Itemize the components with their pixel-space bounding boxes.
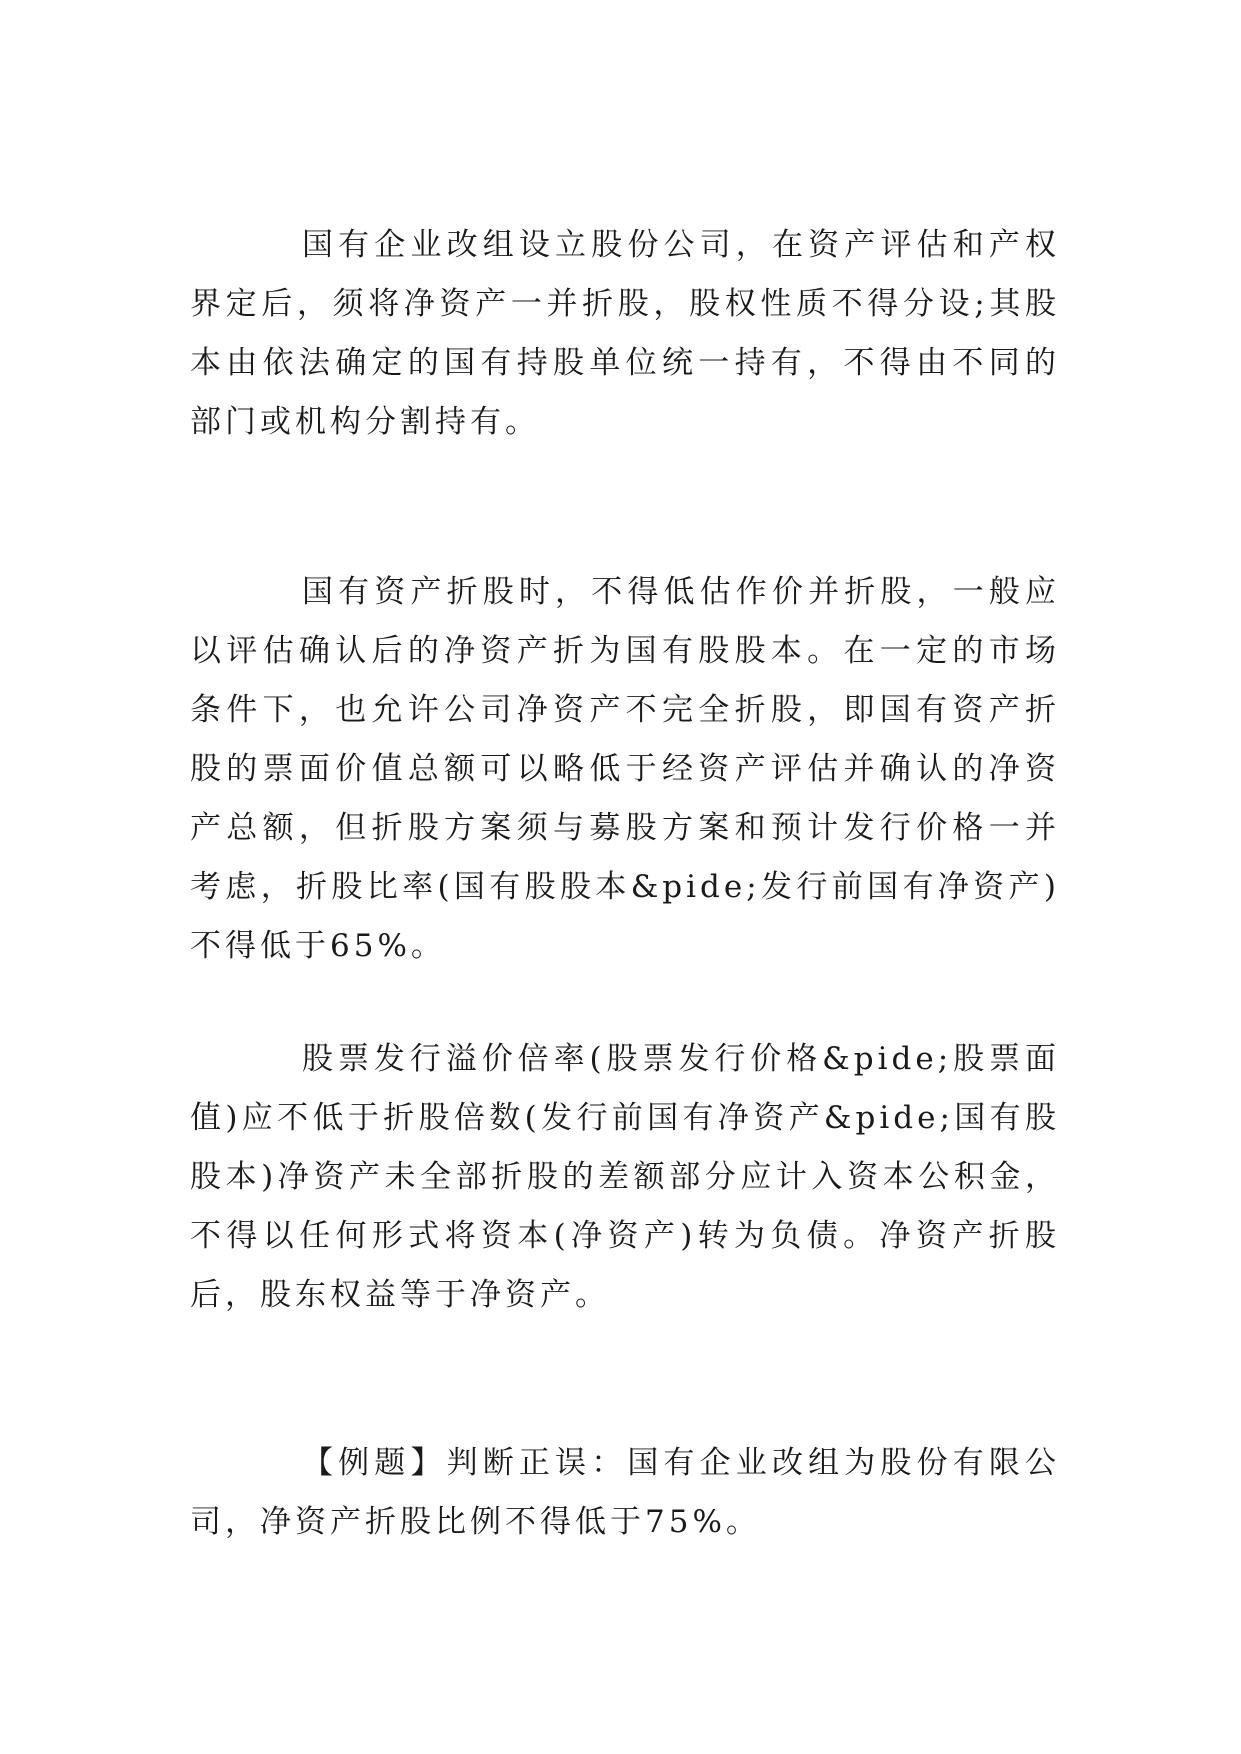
paragraph-state-asset-conversion: 国有资产折股时，不得低估作价并折股，一般应以评估确认后的净资产折为国有股股本。在一定的市场条件下，也允许公司净资产不完全折股，即国有资产折股的票面价值总额可以略低于经资产评估并确认的净资产总额，但折股方案须与募股方案和预计发行价格一并考虑，折股比率(国有股股本&pide;发行前国有净资产)不得低于65%。: [190, 574, 1060, 964]
paragraph-example-question: 【例题】判断正误：国有企业改组为股份有限公司，净资产折股比例不得低于75%。: [190, 1445, 1060, 1540]
paragraph-issue-premium-ratio: 股票发行溢价倍率(股票发行价格&pide;股票面值)应不低于折股倍数(发行前国有净资产&pide;国有股股本)净资产未全部折股的差额部分应计入资本公积金，不得以任何形式将资本(净资产)转为负债。净资产折股后，股东权益等于净资产。: [190, 1041, 1060, 1313]
paragraph-share-conversion-rules: 国有企业改组设立股份公司，在资产评估和产权界定后，须将净资产一并折股，股权性质不得分设;其股本由依法确定的国有持股单位统一持有，不得由不同的部门或机构分割持有。: [190, 227, 1060, 440]
